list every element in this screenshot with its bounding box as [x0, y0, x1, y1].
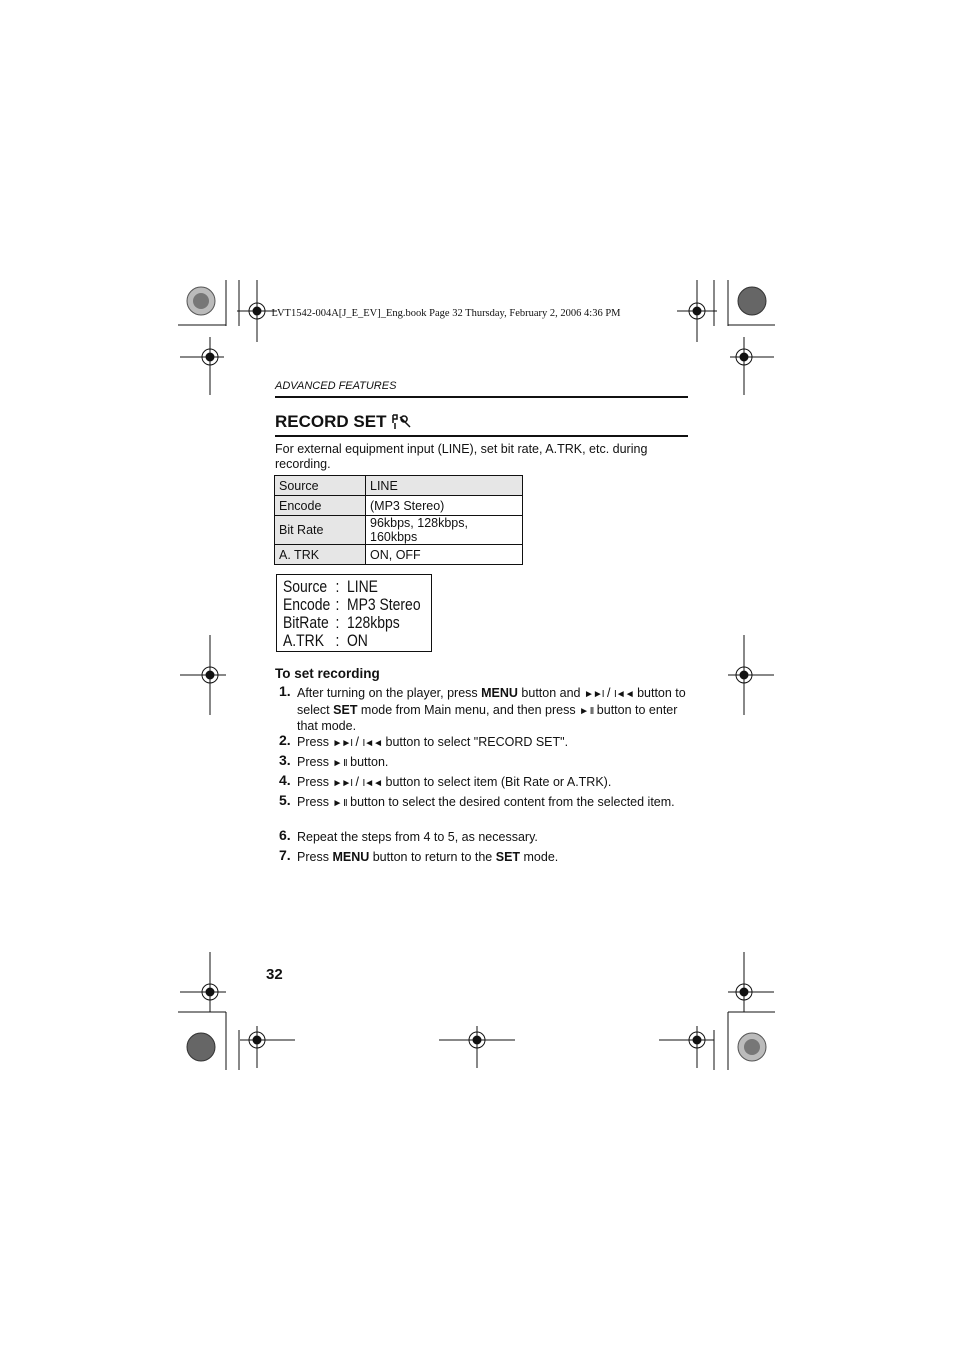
step-number: 3. — [279, 752, 291, 768]
menu-keyword: MENU — [332, 850, 370, 864]
display-row — [283, 595, 421, 615]
step-text-part: Repeat the steps from 4 to 5, as necessary. — [297, 830, 538, 844]
step-item — [279, 772, 689, 792]
prev-icon: I◄◄ — [614, 689, 634, 700]
next-icon: ►►I — [583, 689, 604, 700]
display-label: Source — [283, 577, 328, 596]
step-text — [297, 850, 689, 866]
table-key: A. TRK — [275, 545, 366, 565]
step-number: 6. — [279, 827, 291, 843]
display-value: LINE — [346, 577, 378, 596]
step-text — [297, 686, 689, 735]
settings-table — [274, 475, 523, 565]
step-text — [297, 755, 689, 772]
step-text-part: button to select the desired content from the selected item. — [346, 795, 675, 809]
section-rule — [275, 396, 688, 398]
display-label: BitRate — [283, 613, 329, 632]
display-screen — [276, 574, 432, 652]
step-text-part: button to return to the — [369, 850, 496, 864]
step-text-part: button to select "RECORD SET". — [382, 735, 569, 749]
slash: / — [607, 686, 611, 700]
step-text-part: Press — [297, 850, 333, 864]
step-text-part: Press — [297, 775, 333, 789]
step-text-part: mode. — [520, 850, 559, 864]
display-label: A.TRK — [283, 631, 325, 650]
section-label: ADVANCED FEATURES — [275, 380, 397, 392]
display-value: ON — [346, 631, 368, 650]
next-icon: ►►I — [332, 738, 353, 749]
table-row — [275, 476, 523, 496]
play-pause-icon: ► II — [579, 705, 594, 717]
table-row — [275, 545, 523, 565]
step-text-part: button to select item (Bit Rate or A.TRK). — [382, 775, 612, 789]
step-text-part: Press — [297, 795, 333, 809]
set-keyword: SET — [333, 702, 358, 717]
prev-icon: I◄◄ — [362, 738, 383, 749]
step-text-part: button to select — [297, 686, 686, 717]
prev-icon: I◄◄ — [362, 778, 383, 789]
step-text-part: button and — [517, 686, 584, 700]
table-row — [275, 496, 523, 516]
step-item — [279, 752, 689, 772]
step-text — [297, 795, 689, 812]
display-row — [283, 613, 400, 633]
step-text-part: Press — [297, 735, 333, 749]
menu-keyword: MENU — [481, 686, 518, 700]
step-number: 4. — [279, 772, 291, 788]
step-text-part: After turning on the player, press — [297, 686, 482, 700]
display-row — [283, 577, 378, 597]
set-keyword: SET — [495, 850, 521, 864]
step-text — [297, 775, 689, 792]
table-row — [275, 516, 523, 545]
display-value: 128kbps — [346, 613, 400, 632]
print-header: LVT1542-004A[J_E_EV]_Eng.book Page 32 Thursday, February 2, 2006 4:36 PM — [271, 308, 621, 319]
step-item — [279, 792, 689, 812]
step-number: 5. — [279, 792, 291, 808]
slash: / — [355, 735, 359, 749]
step-item — [279, 847, 689, 866]
display-colon: : — [335, 577, 340, 596]
display-colon: : — [335, 613, 340, 632]
table-value: 96kbps, 128kbps, 160kbps — [366, 516, 523, 545]
table-key: Source — [275, 476, 366, 496]
table-value: LINE — [366, 476, 523, 496]
table-key: Encode — [275, 496, 366, 516]
setting-icon — [390, 413, 412, 431]
subheading: To set recording — [275, 666, 380, 681]
display-value: MP3 Stereo — [346, 595, 421, 614]
step-number: 2. — [279, 732, 291, 748]
step-text-part: Press — [297, 755, 333, 769]
play-pause-icon: ► II — [332, 798, 347, 809]
step-text-part: button to enter that mode. — [297, 702, 678, 733]
display-colon: : — [335, 595, 340, 614]
play-pause-icon: ► II — [332, 758, 347, 769]
step-item — [279, 732, 689, 752]
step-number: 1. — [279, 683, 291, 699]
display-label: Encode — [283, 595, 331, 614]
table-value: ON, OFF — [366, 545, 523, 565]
slash: / — [355, 775, 359, 789]
page-title-text: RECORD SET — [275, 412, 387, 431]
table-value: (MP3 Stereo) — [366, 496, 523, 516]
step-text-part: mode from Main menu, and then press — [357, 702, 580, 717]
display-colon: : — [335, 631, 340, 650]
step-item — [279, 827, 689, 846]
step-number: 7. — [279, 847, 291, 863]
page-number: 32 — [266, 966, 283, 983]
step-text-part: button. — [346, 755, 389, 769]
intro-text: For external equipment input (LINE), set bit rate, A.TRK, etc. during recording. — [275, 442, 648, 471]
table-key: Bit Rate — [275, 516, 366, 545]
step-text — [297, 830, 689, 846]
next-icon: ►►I — [332, 778, 353, 789]
page-title — [275, 412, 412, 432]
step-item — [279, 683, 689, 735]
display-row — [283, 631, 368, 651]
title-rule — [275, 435, 688, 437]
step-text — [297, 735, 689, 752]
